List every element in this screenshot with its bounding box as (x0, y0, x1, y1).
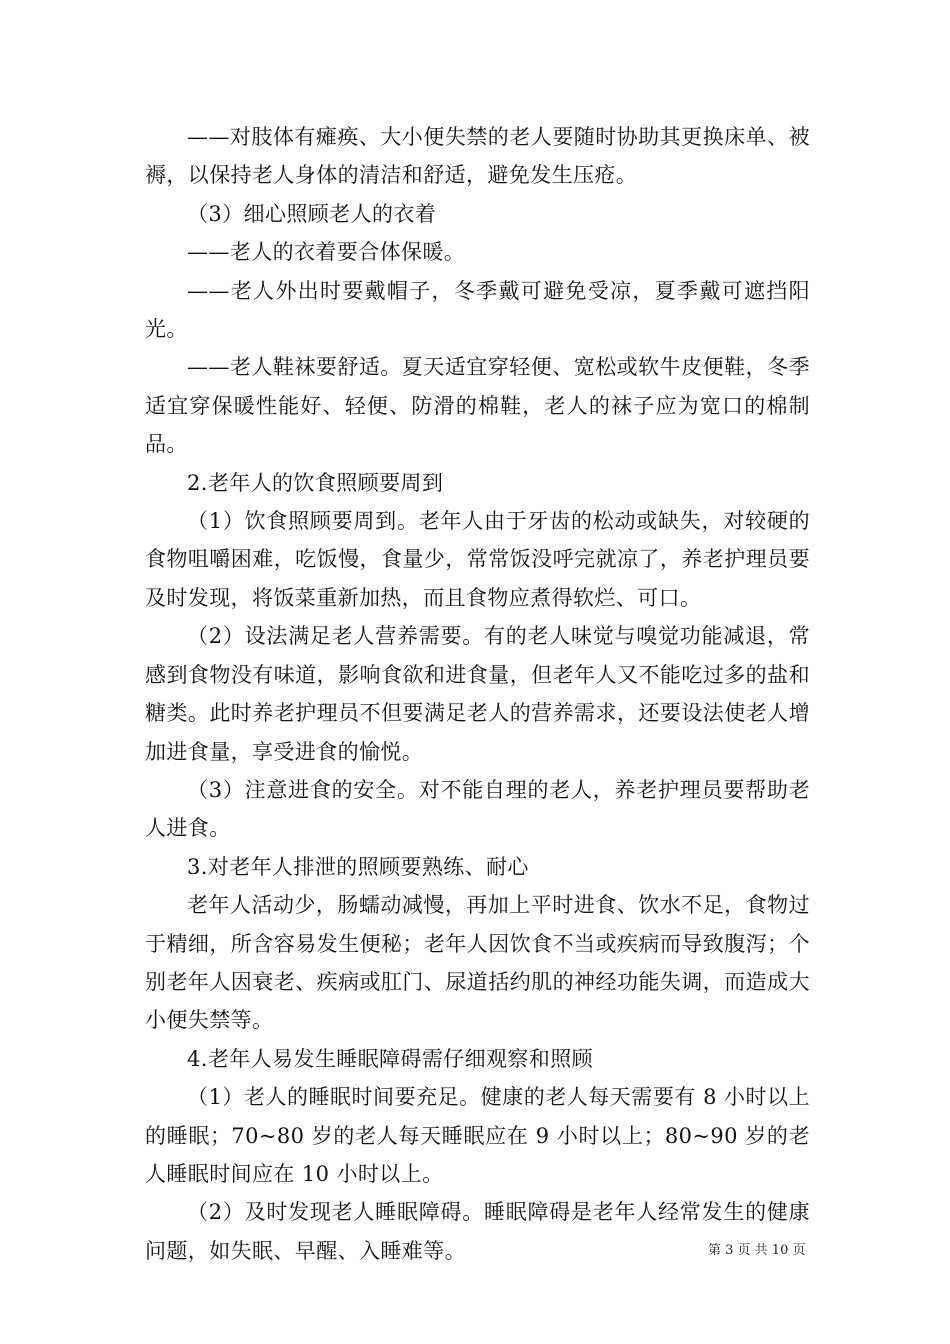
paragraph-excretion: 老年人活动少，肠蠕动减慢，再加上平时进食、饮水不足，食物过于精细，所含容易发生便秘；老年人因饮食不当或疾病而导致腹泻；个别老年人因衰老、疾病或肛门、尿道括约肌的神经功能失调，而造成大小便失禁等。 (145, 893, 810, 1033)
paragraph-sleep-duration: （1）老人的睡眠时间要充足。健康的老人每天需要有 8 小时以上的睡眠；70~80 岁的老人每天睡眠应在 9 小时以上；80~90 岁的老人睡眠时间应在 10 小时以上。 (145, 1085, 810, 1186)
paragraph-clothing-hat: ——老人外出时要戴帽子，冬季戴可避免受凉，夏季戴可遮挡阳光。 (145, 278, 810, 342)
section-heading-excretion: 3.对老年人排泄的照顾要熟练、耐心 (187, 854, 529, 879)
paragraph-clothing-warmth: ——老人的衣着要合体保暖。 (187, 240, 466, 265)
paragraph-diet-care: （1）饮食照顾要周到。老年人由于牙齿的松动或缺失，对较硬的食物咀嚼困难，吃饭慢，食量少，常常饭没呼完就凉了，养老护理员要及时发现，将饭菜重新加热，而且食物应煮得软烂、可口。 (145, 509, 810, 610)
paragraph-diet-nutrition: （2）设法满足老人营养需要。有的老人味觉与嗅觉功能减退，常感到食物没有味道，影响食欲和进食量，但老年人又不能吃过多的盐和糖类。此时养老护理员不但要满足老人的营养需求，还要设法使老人增加进食量，享受进食的愉悦。 (145, 624, 810, 764)
paragraph-clothing-shoes: ——老人鞋袜要舒适。夏天适宜穿轻便、宽松或软牛皮便鞋，冬季适宜穿保暖性能好、轻便、防滑的棉鞋，老人的袜子应为宽口的棉制品。 (145, 355, 810, 457)
body-text (145, 118, 810, 1270)
paragraph-bedding: ——对肢体有瘫痪、大小便失禁的老人要随时协助其更换床单、被褥，以保持老人身体的清洁和舒适，避免发生压疮。 (145, 125, 810, 188)
section-heading-sleep: 4.老年人易发生睡眠障碍需仔细观察和照顾 (187, 1046, 594, 1071)
section-heading-diet: 2.老年人的饮食照顾要周到 (187, 470, 444, 495)
paragraph-sleep-disorder: （2）及时发现老人睡眠障碍。睡眠障碍是老年人经常发生的健康问题，如失眠、早醒、入睡难等。 (145, 1200, 810, 1263)
paragraph-diet-safety: （3）注意进食的安全。对不能自理的老人，养老护理员要帮助老人进食。 (145, 777, 810, 841)
page-number-footer: 第 3 页 共 10 页 (708, 1243, 806, 1258)
heading-clothing: （3）细心照顾老人的衣着 (187, 201, 437, 226)
